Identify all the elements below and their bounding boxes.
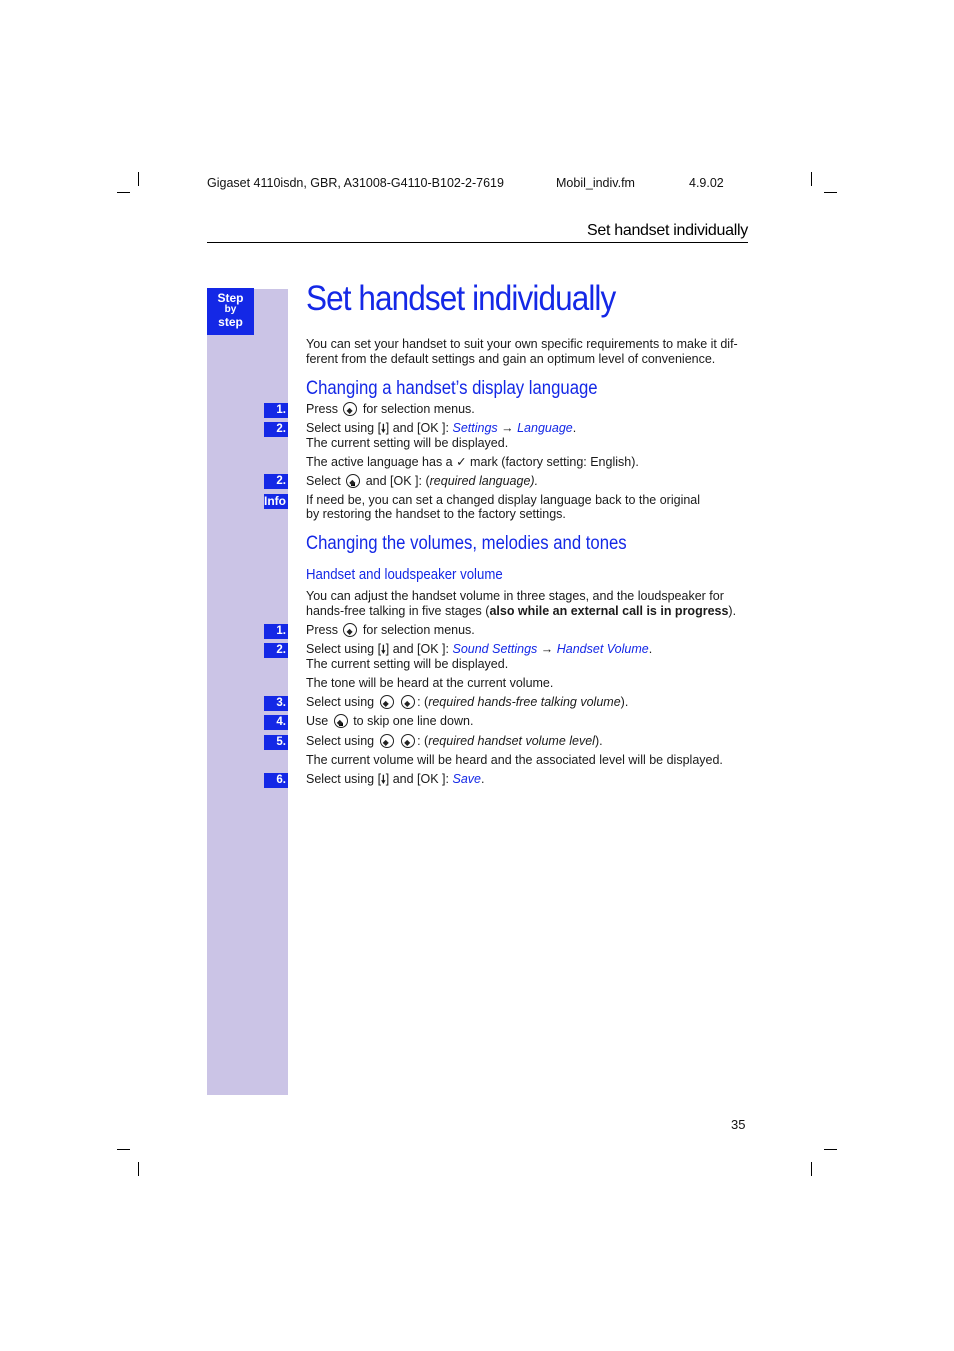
crop-mark: [824, 192, 837, 193]
page-title: Set handset individually: [306, 279, 616, 318]
step-text-part: : (: [417, 695, 429, 709]
step-text: [306, 474, 538, 489]
crop-mark: [811, 1162, 812, 1176]
nav-key-down-icon: [334, 714, 348, 728]
arrow-down-icon: 🠗: [381, 644, 386, 656]
step-text: [306, 772, 484, 788]
step-text-part: Press: [306, 402, 338, 416]
step-number: 5.: [264, 735, 288, 750]
step-text-part: Select using: [306, 695, 375, 709]
badge-line: Step: [217, 291, 244, 305]
menu-link-save: Save: [452, 772, 481, 786]
info-label: Info: [264, 494, 286, 508]
step-text: [306, 421, 576, 437]
info-text: If need be, you can set a changed display language back to the original: [306, 493, 701, 507]
intro-line: ferent from the default settings and gain an optimum level of convenience.: [306, 352, 716, 366]
step-number: 3.: [264, 696, 288, 711]
arrow-down-icon: 🠗: [381, 423, 386, 435]
intro-line: You can set your handset to suit your own specific requirements to make it dif-: [306, 337, 738, 351]
crop-mark: [811, 172, 812, 186]
note-text: The active language has a ✓ mark (factory setting: English).: [306, 455, 639, 469]
menu-link-handset-volume: Handset Volume: [556, 642, 649, 656]
step-text: [306, 623, 475, 638]
step-number: 2.: [264, 422, 288, 437]
crop-mark: [824, 1149, 837, 1150]
section-heading-language: Changing a handset’s display language: [306, 378, 598, 399]
step-by-step-badge: [207, 288, 254, 335]
body-text-part: ).: [728, 604, 737, 618]
crop-mark: [117, 192, 130, 193]
nav-key-icon: [343, 402, 357, 416]
running-header: Set handset individually: [587, 222, 748, 239]
step-text-part: Select: [306, 474, 341, 488]
step-text-part: Select using [: [306, 642, 382, 656]
menu-link-settings: Settings: [452, 421, 498, 435]
step-text-part: Select using [: [306, 772, 382, 786]
step-text-part: ).: [620, 695, 629, 709]
file-name: Mobil_indiv.fm: [556, 176, 635, 190]
step-number: 6.: [264, 773, 288, 788]
arrow-down-icon: 🠗: [381, 774, 386, 786]
step-text-part: Select using [: [306, 421, 382, 435]
menu-arrow: →: [497, 421, 518, 435]
step-text-part: Use: [306, 714, 329, 728]
step-text-part: .: [572, 421, 577, 435]
menu-arrow: →: [537, 642, 557, 656]
step-text: The current setting will be displayed.: [306, 436, 509, 450]
step-text: The tone will be heard at the current volume.: [306, 676, 554, 690]
body-text-bold: also while an external call is in progress: [489, 604, 729, 618]
step-text-part: ] and [OK ]:: [385, 421, 453, 435]
step-text-italic: required language).: [429, 474, 539, 488]
step-text: The current volume will be heard and the associated level will be displayed.: [306, 753, 723, 767]
nav-key-icon: [343, 623, 357, 637]
step-text-part: Select using: [306, 734, 375, 748]
crop-mark: [117, 1149, 130, 1150]
nav-key-right-icon: [401, 695, 415, 709]
step-number: 2.: [264, 474, 288, 489]
step-text: [306, 695, 628, 710]
body-text: [306, 604, 736, 619]
crop-mark: [138, 172, 139, 186]
crop-mark: [138, 1162, 139, 1176]
step-text-part: .: [480, 772, 485, 786]
header-rule: [207, 242, 748, 243]
subheading-volume: Handset and loudspeaker volume: [306, 566, 503, 583]
nav-key-down-icon: [346, 474, 360, 488]
step-text-italic: required hands-free talking volume: [428, 695, 621, 709]
step-number: 1.: [264, 403, 288, 418]
step-number: 4.: [264, 715, 288, 730]
page-number: 35: [731, 1117, 746, 1132]
step-text-part: Press: [306, 623, 338, 637]
step-number: 1.: [264, 624, 288, 639]
step-text-part: to skip one line down.: [353, 714, 474, 728]
badge-line: step: [218, 315, 243, 329]
step-text: [306, 642, 652, 658]
step-text-part: for selection menus.: [362, 402, 475, 416]
section-heading-volumes: Changing the volumes, melodies and tones: [306, 533, 627, 554]
step-text: [306, 734, 603, 749]
menu-link-language: Language: [517, 421, 573, 435]
step-text-italic: required handset volume level: [428, 734, 595, 748]
info-text: by restoring the handset to the factory settings.: [306, 507, 566, 521]
step-text-part: for selection menus.: [362, 623, 475, 637]
step-text-part: ] and [OK ]:: [385, 642, 453, 656]
step-text: [306, 714, 473, 729]
badge-line: by: [224, 304, 237, 315]
body-text-part: hands-free talking in five stages (: [306, 604, 490, 618]
step-text: The current setting will be displayed.: [306, 657, 509, 671]
doc-id: Gigaset 4110isdn, GBR, A31008-G4110-B102-2-7619: [207, 176, 504, 190]
step-text-part: and [OK ]: (: [365, 474, 430, 488]
nav-key-left-icon: [380, 695, 394, 709]
step-text-part: .: [648, 642, 653, 656]
nav-key-right-icon: [401, 734, 415, 748]
step-text-part: ).: [594, 734, 603, 748]
doc-date: 4.9.02: [689, 176, 724, 190]
step-text-part: : (: [417, 734, 429, 748]
step-text-part: ] and [OK ]:: [385, 772, 453, 786]
body-text: You can adjust the handset volume in three stages, and the loudspeaker for: [306, 589, 724, 603]
menu-link-sound-settings: Sound Settings: [452, 642, 538, 656]
step-number: 2.: [264, 643, 288, 658]
nav-key-left-icon: [380, 734, 394, 748]
step-text: [306, 402, 475, 417]
